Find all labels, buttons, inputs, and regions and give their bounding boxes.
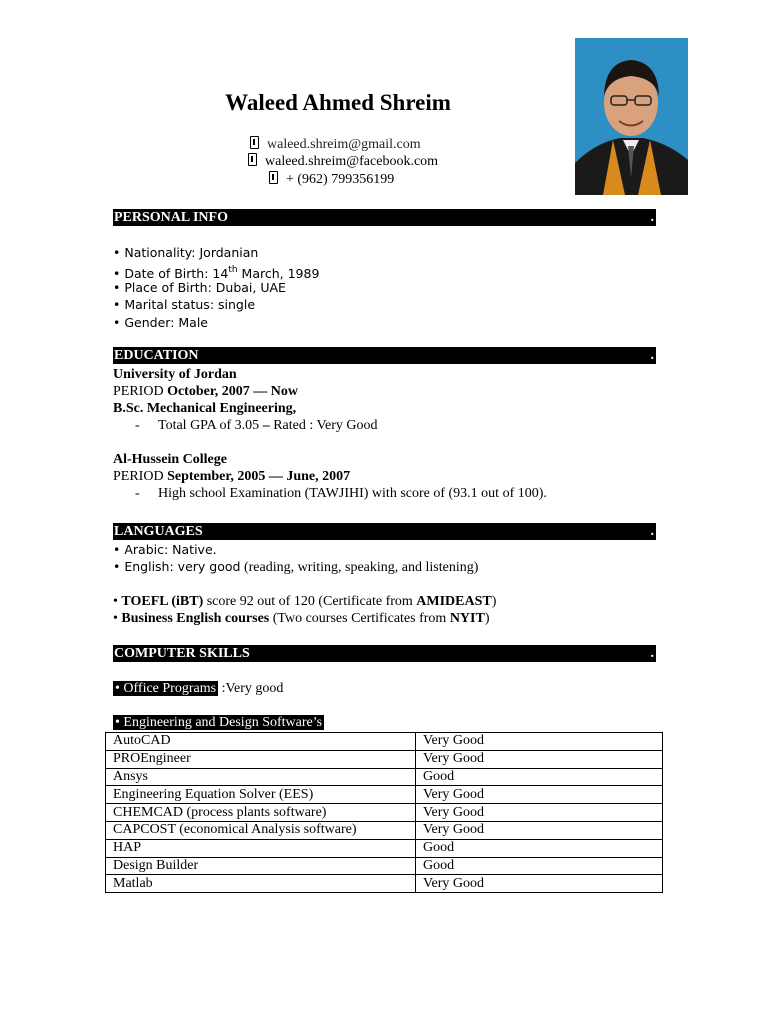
education-title: EDUCATION	[114, 348, 199, 363]
table-row	[106, 857, 663, 875]
software-name: HAP	[106, 839, 416, 857]
university-name: University of Jordan	[113, 367, 237, 382]
software-name: CHEMCAD (process plants software)	[106, 804, 416, 822]
toefl-line	[113, 593, 496, 610]
table-row	[106, 804, 663, 822]
paren: )	[491, 594, 497, 609]
gpa-text	[158, 417, 378, 434]
software-level: Good	[416, 768, 663, 786]
software-name: Ansys	[106, 768, 416, 786]
business-label: Business English courses	[121, 611, 270, 626]
phone-text: + (962) 799356199	[286, 172, 395, 187]
table-row	[106, 821, 663, 839]
toefl-score: score 92 out of 120 (Certificate from	[203, 594, 417, 609]
portrait-illustration	[575, 38, 688, 195]
personal-info-title: PERSONAL INFO	[114, 210, 228, 225]
heading-end: .	[650, 646, 654, 661]
software-level: Good	[416, 857, 663, 875]
toefl-label: TOEFL (iBT)	[121, 594, 204, 609]
period-label: PERIOD	[113, 469, 168, 484]
heading-end: .	[650, 210, 654, 225]
period-value: September, 2005 — June, 2007	[167, 469, 351, 484]
bullet: •	[113, 594, 122, 609]
facebook-line[interactable]	[248, 153, 438, 170]
marital-status: • Marital status: single	[113, 297, 256, 312]
bullet: •	[113, 611, 122, 626]
office-programs-line	[113, 680, 283, 697]
business-english-line	[113, 610, 490, 627]
table-row	[106, 733, 663, 751]
dob-prefix: • Date of Birth: 14	[113, 266, 229, 281]
period-label: PERIOD	[113, 384, 168, 399]
dash: -	[135, 486, 140, 501]
nationality: • Nationality: Jordanian	[113, 245, 259, 260]
university-period	[113, 383, 298, 400]
dob-suffix: March, 1989	[237, 266, 320, 281]
facebook-text[interactable]: waleed.shreim@facebook.com	[265, 154, 439, 169]
software-name: PROEngineer	[106, 750, 416, 768]
degree: B.Sc. Mechanical Engineering,	[113, 401, 297, 416]
software-level: Very Good	[416, 875, 663, 893]
software-level: Very Good	[416, 804, 663, 822]
dash: -	[135, 418, 140, 433]
place-of-birth: • Place of Birth: Dubai, UAE	[113, 280, 286, 295]
software-level: Very Good	[416, 733, 663, 751]
business-org: NYIT	[449, 611, 485, 626]
software-level: Good	[416, 839, 663, 857]
college-period	[113, 468, 350, 485]
education-heading	[113, 347, 656, 364]
heading-end: .	[650, 524, 654, 539]
software-level: Very Good	[416, 786, 663, 804]
software-skills-table	[105, 732, 663, 893]
college-name: Al-Hussein College	[113, 452, 227, 467]
table-row	[106, 875, 663, 893]
email-line[interactable]	[250, 136, 421, 153]
period-value: October, 2007 — Now	[167, 384, 298, 399]
engineering-software-line	[113, 714, 324, 731]
table-row	[106, 750, 663, 768]
software-name: Design Builder	[106, 857, 416, 875]
phone-icon	[250, 136, 259, 149]
software-name: Engineering Equation Solver (EES)	[106, 786, 416, 804]
business-text: (Two courses Certificates from	[269, 611, 450, 626]
gpa-value: Total GPA of 3.05	[158, 418, 263, 433]
english-prefix: • English: very good	[113, 559, 241, 574]
software-level: Very Good	[416, 821, 663, 839]
phone-line	[269, 171, 394, 188]
heading-end: .	[650, 348, 654, 363]
software-level: Very Good	[416, 750, 663, 768]
table-row	[106, 786, 663, 804]
dob-sup: th	[228, 265, 238, 275]
computer-skills-title: COMPUTER SKILLS	[114, 646, 250, 661]
software-name: AutoCAD	[106, 733, 416, 751]
paren: )	[484, 611, 490, 626]
phone-icon	[248, 153, 257, 166]
gpa-sep: –	[262, 418, 270, 433]
cv-name: Waleed Ahmed Shreim	[225, 90, 451, 115]
email-text[interactable]: waleed.shreim@gmail.com	[267, 137, 421, 152]
arabic-level: • Arabic: Native.	[113, 542, 217, 557]
toefl-org: AMIDEAST	[416, 594, 492, 609]
gpa-rating: Rated : Very Good	[269, 418, 378, 433]
english-suffix: (reading, writing, speaking, and listening)	[240, 560, 479, 575]
computer-skills-heading	[113, 645, 656, 662]
languages-title: LANGUAGES	[114, 524, 203, 539]
office-programs-label: • Office Programs	[115, 681, 217, 696]
phone-icon	[269, 171, 278, 184]
english-level	[113, 558, 478, 576]
portrait-photo	[575, 38, 688, 195]
engineering-software-label: • Engineering and Design Software’s	[115, 715, 323, 730]
gender: • Gender: Male	[113, 315, 208, 330]
office-programs-level: :Very good	[218, 681, 284, 696]
table-row	[106, 839, 663, 857]
school-exam-text: High school Examination (TAWJIHI) with score of (93.1 out of 100).	[158, 486, 547, 501]
languages-heading	[113, 523, 656, 540]
software-name: Matlab	[106, 875, 416, 893]
table-row	[106, 768, 663, 786]
personal-info-heading	[113, 209, 656, 226]
software-name: CAPCOST (economical Analysis software)	[106, 821, 416, 839]
